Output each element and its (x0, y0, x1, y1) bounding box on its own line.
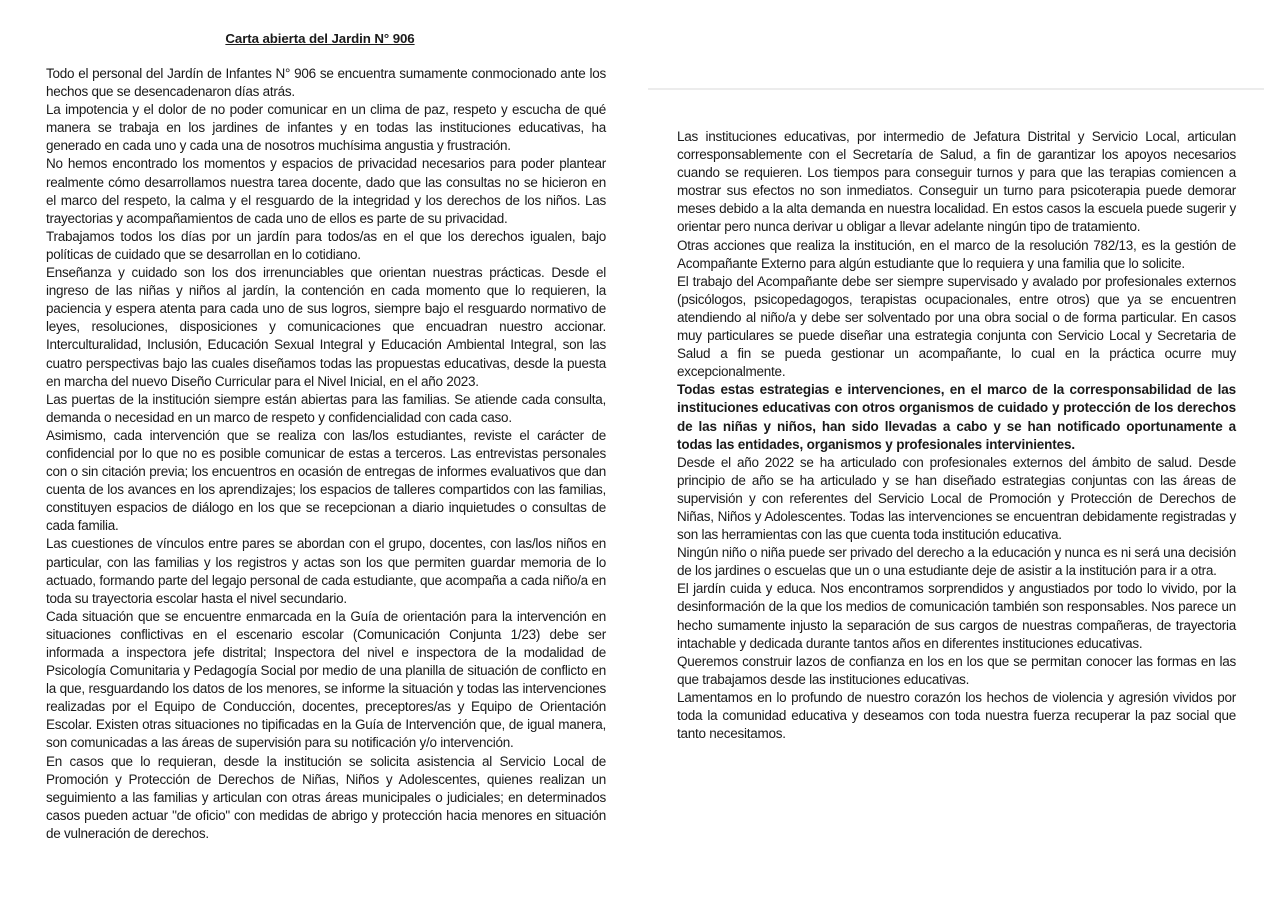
paragraph: Trabajamos todos los días por un jardín para todos/as en el que los derechos igualen, bajo políticas de cuidado que se desarrollan en lo cotidiano. (46, 228, 606, 262)
paragraph: El jardín cuida y educa. Nos encontramos sorprendidos y angustiados por todo lo vivido, por la desinformación de la que los medios de comunicación también son responsables. Nos parece un hecho sumamente injusto la separación de sus cargos de nuestras compañeras, de trayectoria intachable y dedicada durante tantos años en diferentes instituciones educativas. (677, 581, 1236, 651)
right-page-body (677, 128, 1236, 743)
right-page (640, 0, 1280, 902)
left-page-body (46, 65, 606, 843)
paragraph: Queremos construir lazos de confianza en los en los que se permitan conocer las formas en las que trabajamos desde las instituciones educativas. (677, 653, 1236, 687)
paragraph: Ningún niño o niña puede ser privado del derecho a la educación y nunca es ni será una decisión de los jardines o escuelas que un o una estudiante deje de asistir a la institución para ir a otra. (677, 545, 1236, 579)
paragraph: Otras acciones que realiza la institución, en el marco de la resolución 782/13, es la gestión de Acompañante Externo para algún estudiante que lo requiera y una familia que lo solicite. (677, 237, 1236, 271)
paragraph: Lamentamos en lo profundo de nuestro corazón los hechos de violencia y agresión vividos por toda la comunidad educativa y deseamos con toda nuestra fuerza recuperar la paz social que tanto necesitamos. (677, 689, 1236, 742)
page-divider (648, 88, 1264, 90)
paragraph: En casos que lo requieran, desde la institución se solicita asistencia al Servicio Local de Promoción y Protección de Derechos de Niñas, Niños y Adolescentes, quienes realizan un seguimiento a las familias y articulan con otras áreas municipales o judiciales; en determinados casos pueden actuar "de oficio" con medidas de abrigo y protección hacia menores en situación de vulneración de derechos. (46, 753, 606, 841)
paragraph: Las cuestiones de vínculos entre pares se abordan con el grupo, docentes, con las/los niños en particular, con las familias y los registros y actas son los que permiten guardar memoria de lo actuado, formando parte del legajo personal de cada estudiante, que acompaña a cada niño/a en toda su trayectoria escolar hasta el nivel secundario. (46, 536, 606, 606)
paragraph: Todo el personal del Jardín de Infantes N° 906 se encuentra sumamente conmocionado ante los hechos que se desencadenaron días atrás. (46, 66, 606, 100)
paragraph: Desde el año 2022 se ha articulado con profesionales externos del ámbito de salud. Desde principio de año se ha articulado y se han diseñado estrategias conjuntas con las áreas de supervisión y con referentes del Servicio Local de Promoción y Protección de Derechos de Niñas, Niños y Adolescentes. Todas las intervenciones se encuentran debidamente registradas y son las herramientas con las que cuenta toda institución educativa. (677, 454, 1236, 543)
paragraph: Enseñanza y cuidado son los dos irrenunciables que orientan nuestras prácticas. Desde el ingreso de las niñas y niños al jardín, la contención en cada momento que lo requieren, la paciencia y espera atenta para cada uno de sus logros, siempre bajo el resguardo normativo de leyes, resoluciones, disposiciones y comunicaciones que encuadran nuestro accionar. Interculturalidad, Inclusión, Educación Sexual Integral y Educación Ambiental Integral, son las cuatro perspectivas bajo las cuales diseñamos todas las propuestas educativas, desde la puesta en marcha del nuevo Diseño Curricular para el Nivel Inicial, en el año 2023. (46, 265, 606, 389)
paragraph: Las puertas de la institución siempre están abiertas para las familias. Se atiende cada consulta, demanda o necesidad en un marco de respeto y confidencialidad con cada caso. (46, 391, 606, 425)
paragraph: El trabajo del Acompañante debe ser siempre supervisado y avalado por profesionales externos (psicólogos, psicopedagogos, terapistas ocupacionales, entre otros) que ya se encuentren atendiendo al niño/a y debe ser solventado por una obra social o de forma particular. En casos muy particulares se puede diseñar una estrategia conjunta con Servicio Local y Secretaria de Salud a fin se pueda gestionar un acompañante, lo cual en la práctica ocurre muy excepcionalmente. (677, 273, 1236, 380)
bold-paragraph: Todas estas estrategias e intervenciones, en el marco de la corresponsabilidad de las instituciones educativas con otros organismos de cuidado y protección de los derechos de las niñas y niños, han sido llevadas a cabo y se han notificado oportunamente a todas las entidades, organismos y profesionales intervinientes. (677, 382, 1236, 452)
paragraph: La impotencia y el dolor de no poder comunicar en un clima de paz, respeto y escucha de qué manera se trabaja en los jardines de infantes y en todas las instituciones educativas, ha generado en cada uno y cada una de nosotros muchísima angustia y frustración. (46, 102, 606, 154)
letter-title: Carta abierta del Jardin N° 906 (225, 31, 415, 46)
paragraph: Las instituciones educativas, por intermedio de Jefatura Distrital y Servicio Local, articulan corresponsablemente con el Secretaría de Salud, a fin de garantizar los apoyos necesarios cuando se requieren. Los tiempos para conseguir turnos y para que las terapias comiencen a mostrar sus efectos no son inmediatos. Conseguir un turno para psicoterapia puede demorar meses debido a la alta demanda en nuestra localidad. En estos casos la escuela puede sugerir y orientar pero nunca derivar u obligar a llevar adelante ningún tipo de tratamiento. (677, 129, 1236, 235)
paragraph: Asimismo, cada intervención que se realiza con las/los estudiantes, reviste el carácter de confidencial por lo que no es posible comunicar de estas a terceros. Las entrevistas personales con o sin citación previa; los encuentros en ocasión de entregas de informes evaluativos que dan cuenta de los avances en los aprendizajes; los espacios de talleres compartidos con las familias, constituyen espacios de diálogo en los que se recepcionan a diario inquietudes o consultas de cada familia. (46, 427, 606, 534)
paragraph: Cada situación que se encuentre enmarcada en la Guía de orientación para la intervención en situaciones conflictivas en el escenario escolar (Comunicación Conjunta 1/23) debe ser informada a inspectora jefe distrital; Inspectora del nivel e inspectora de la modalidad de Psicología Comunitaria y Pedagogía Social por medio de una planilla de situación de conflicto en la que, resguardando los datos de los menores, se informe la situación y todas las intervenciones realizadas por el Equipo de Conducción, docentes, preceptores/as y Equipo de Orientación Escolar. Existen otras situaciones no tipificadas en la Guía de Intervención que, de igual manera, son comunicadas a las áreas de supervisión para su notificación y/o intervención. (46, 608, 606, 751)
paragraph: No hemos encontrado los momentos y espacios de privacidad necesarios para poder plantear realmente cómo desarrollamos nuestra tarea docente, dado que las consultas no se hicieron en el marco del respeto, la calma y el resguardo de la integridad y los derechos de los niños. Las trayectorias y acompañamientos de cada uno de ellos es parte de su privacidad. (46, 156, 606, 226)
